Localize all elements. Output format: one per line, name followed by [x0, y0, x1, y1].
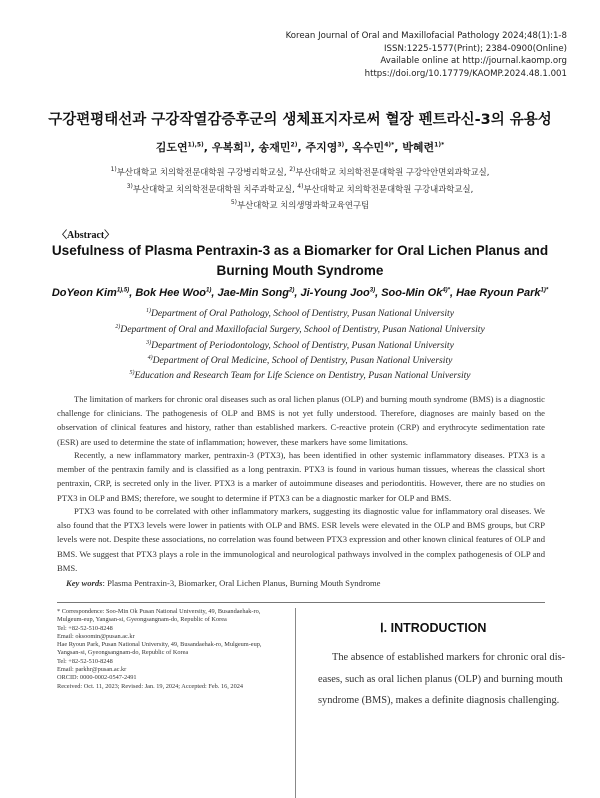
- author-name: 옥수민: [352, 141, 385, 154]
- aff-sup: 5): [129, 369, 135, 376]
- keywords-label: Key words: [66, 578, 103, 588]
- correspondence-line: Email: parkhr@pusan.ac.kr: [57, 666, 127, 674]
- aff-text: Department of Oral Pathology, School of Dentistry, Pusan National University: [151, 308, 454, 319]
- korean-affiliation-line: [0, 183, 600, 195]
- keywords-text: : Plasma Pentraxin-3, Biomarker, Oral Lichen Planus, Burning Mouth Syndrome: [102, 578, 381, 588]
- aff-text: 부산대학교 치의학전문대학원 치주과학교실,: [132, 184, 295, 194]
- author-name: 박혜련: [402, 141, 435, 154]
- author-sup: 2): [290, 141, 298, 149]
- correspondence-line: Tel: +82-52-510-8248: [57, 624, 113, 632]
- correspondence-line: Tel: +82-52-510-8248: [57, 657, 113, 665]
- aff-sup: 1): [146, 307, 151, 314]
- correspondence-line: Hae Ryoun Park, Pusan National University, 49, Busandaehak-ro, Mulgeum-eup,: [57, 641, 262, 649]
- author-name: DoYeon Kim: [51, 287, 117, 299]
- journal-issn: ISSN:1225-1577(Print); 2384-0900(Online): [384, 43, 567, 54]
- author-name: 송재민: [258, 141, 291, 154]
- author-name: 김도연: [155, 141, 188, 154]
- korean-title: 구강편평태선과 구강작열감증후군의 생체표지자로써 혈장 펜트라신-3의 유용성: [48, 112, 552, 128]
- correspondence-line: Yangsan-si, Gyeongsangnam-do, Republic of Korea: [57, 649, 189, 657]
- aff-text: Education and Research Team for Life Science on Dentistry, Pusan National University: [134, 370, 471, 381]
- keywords: [66, 578, 381, 588]
- aff-sup: 3): [126, 183, 133, 191]
- section-divider: [57, 602, 545, 603]
- aff-sup: 3): [146, 339, 152, 346]
- english-title-line1: Usefulness of Plasma Pentraxin-3 as a Biomarker for Oral Lichen Planus and: [51, 243, 549, 258]
- english-affiliation: [0, 370, 600, 381]
- journal-citation: Korean Journal of Oral and Maxillofacial Pathology 2024;48(1):1-8: [285, 31, 567, 41]
- introduction-text: [318, 647, 566, 712]
- korean-authors: 김도연$^{1),5)}$, 우복희$^{1)}$, 송재민$^{2)}$, 주지영$^{3)}$, 옥수민$^{4)*}$, 박혜련$^{1)*}$: [155, 141, 445, 154]
- journal-header: [286, 30, 567, 80]
- korean-affiliation-line: [0, 199, 600, 211]
- journal-doi: https://doi.org/10.17779/KAOMP.2024.48.1.001: [364, 68, 567, 79]
- introduction-line: syndrome (BMS), makes a definite diagnosis challenging.: [318, 695, 560, 706]
- aff-text: 부산대학교 치의학전문대학원 구강내과학교실,: [303, 184, 474, 194]
- author-name: Ji-Young Joo: [300, 287, 370, 299]
- correspondence-line: Mulgeum-eup, Yangsan-si, Gyeongsangnam-do, Republic of Korea: [57, 616, 227, 624]
- aff-sup: 4): [147, 354, 153, 361]
- introduction-line: The absence of established markers for chronic oral dis-: [332, 652, 566, 663]
- english-title-line2: Burning Mouth Syndrome: [216, 263, 384, 278]
- author-name: Bok Hee Woo: [135, 287, 207, 299]
- author-sup: 3): [337, 141, 345, 149]
- correspondence-box: [57, 608, 296, 798]
- author-sup: 1): [206, 287, 212, 294]
- english-affiliation: [0, 308, 600, 319]
- aff-text: Department of Periodontology, School of Dentistry, Pusan National University: [151, 340, 454, 351]
- author-sup: 1),5): [187, 141, 204, 149]
- introduction-heading: Ⅰ. INTRODUCTION: [380, 621, 487, 635]
- korean-affiliation-line: [0, 166, 600, 178]
- correspondence: [57, 608, 307, 691]
- aff-text: Department of Oral and Maxillofacial Surgery, School of Dentistry, Pusan National University: [120, 324, 485, 335]
- english-authors: DoYeon Kim$^{1),5)}$, Bok Hee Woo$^{1)}$, Jae-Min Song$^{2)}$, Ji-Young Joo$^{3)}$, Soo-Min $Ok^{4)*}$, Hae Ryoun Park$^{1)*}$: [51, 287, 549, 299]
- english-affiliation: [0, 324, 600, 335]
- aff-text: 부산대학교 치의생명과학교육연구팀: [237, 200, 370, 210]
- author-name: Hae Ryoun Park: [456, 287, 541, 299]
- abstract-paragraph-2: Recently, a new inflammatory marker, pentraxin-3 (PTX3), has been identified in other systemic inflammatory diseases. PTX3 is a member of the pentraxin family and is classified as a long pentraxin. PTX3 is found in various human tissues, whereas the classical short pentraxin, CRP, is secreted only in the liver. PTX3 is a marker of autoimmune diseases and periodontitis. However, there are no studies on PTX3 in OLP and BMS; therefore, we sought to determine if PTX3 can be a diagnostic marker for OLP and BMS.: [57, 450, 545, 503]
- aff-text: 부산대학교 치의학전문대학원 구강악안면외과학교실,: [295, 167, 490, 177]
- journal-available: Available online at http://journal.kaomp.org: [380, 56, 567, 67]
- author-name: Soo-Min Ok: [381, 287, 443, 299]
- received-dates: Received: Oct. 11, 2023; Revised: Jan. 19, 2024; Accepted: Feb. 16, 2024: [57, 682, 244, 690]
- aff-sup: 5): [230, 199, 238, 207]
- author-sup: 3): [369, 287, 376, 294]
- aff-sup: 2): [289, 166, 296, 174]
- author-sup: 1)*: [434, 141, 445, 149]
- aff-text: Department of Oral Medicine, School of Dentistry, Pusan National University: [152, 355, 453, 366]
- author-sup: 1): [243, 141, 251, 149]
- english-affiliation: [0, 340, 600, 351]
- aff-sup: 2): [115, 323, 121, 330]
- english-affiliation: [0, 355, 600, 366]
- author-sup: 2): [289, 287, 295, 294]
- author-name: 우복희: [211, 141, 244, 154]
- author-sup: 1)*: [540, 287, 549, 294]
- abstract-paragraph-1: The limitation of markers for chronic oral diseases such as oral lichen planus (OLP) and burning mouth syndrome (BMS) is a diagnostic challenge for clinicians. The pathogenesis of OLP and BMS is not yet fully understood. Therefore, diagnoses are mainly based on the observation of clinical features and history, rather than established markers. C-reactive protein (CRP) and erythrocyte sedimentation rate (ESR) are used to determine the state of inflammation; however, these markers have some limitations.: [57, 394, 545, 447]
- author-sup: 1),5): [116, 287, 130, 294]
- aff-sup: 4): [297, 183, 304, 191]
- correspondence-line: ORCID: 0000-0002-0547-2491: [57, 674, 137, 682]
- aff-sup: 1): [110, 166, 117, 174]
- introduction-line: eases, such as oral lichen planus (OLP) and burning mouth: [318, 673, 563, 685]
- aff-text: 부산대학교 치의학전문대학원 구강병리학교실,: [116, 167, 287, 177]
- correspondence-line: Email: oksoomin@pusan.ac.kr: [57, 632, 135, 640]
- correspondence-line: * Correspondence: Soo-Min Ok Pusan National University, 49, Busandaehak-ro,: [57, 608, 261, 615]
- abstract-paragraph-3: PTX3 was found to be correlated with other inflammatory markers, suggesting its diagnostic value for inflammatory oral diseases. We also found that the PTX3 levels were lower in patients with OLP and BMS. ESR levels were elevated in the OLP and BMS groups, but CRP levels were not. Despite these associations, no correlation was found between PTX3 expression and other known clinical features of OLP and BMS. We suggest that PTX3 plays a role in the immunological and neurological pathways involved in the complex pathogenesis of OLP and BMS.: [57, 506, 545, 573]
- author-name: 주지영: [305, 141, 338, 154]
- abstract-label: 〈Abstract〉: [57, 230, 115, 241]
- author-sup: 4)*: [384, 141, 395, 149]
- author-name: Jae-Min Song: [217, 287, 289, 299]
- author-sup: 4)*: [442, 287, 450, 294]
